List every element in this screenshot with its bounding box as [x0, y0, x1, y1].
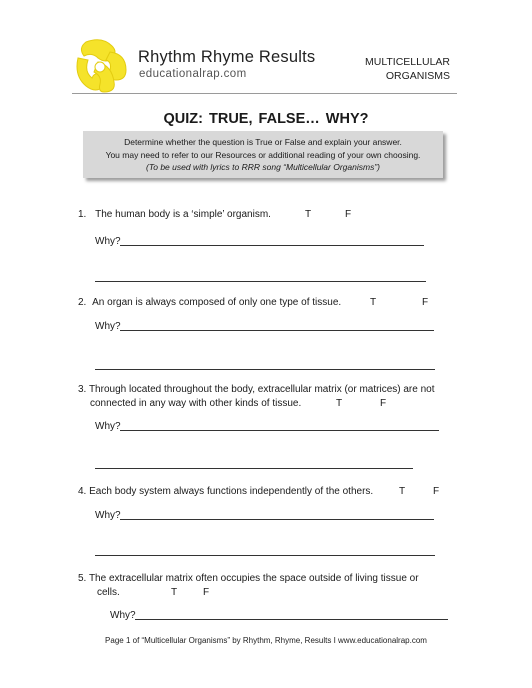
question-number: 5.	[78, 573, 87, 584]
why-label: Why?	[95, 321, 121, 332]
question-number: 2.	[78, 297, 87, 308]
topic-line-2: ORGANISMS	[385, 70, 450, 82]
answer-line[interactable]	[120, 245, 424, 246]
true-option[interactable]: T	[305, 209, 312, 220]
false-option[interactable]: F	[380, 398, 387, 409]
true-option[interactable]: T	[370, 297, 377, 308]
instructions-box	[83, 131, 443, 178]
why-label: Why?	[95, 510, 121, 521]
answer-line[interactable]	[95, 369, 435, 370]
question-number: 4.	[78, 486, 87, 497]
why-label: Why?	[110, 610, 136, 621]
why-label: Why?	[95, 236, 121, 247]
answer-line[interactable]	[120, 430, 439, 431]
question-text: An organ is always composed of only one type of tissue.	[92, 297, 342, 308]
instructions-line-3: (To be used with lyrics to RRR song “Multicellular Organisms”)	[146, 162, 380, 172]
instructions-line-2: You may need to refer to our Resources or additional reading of your own choosing.	[105, 149, 421, 160]
page-title: QUIZ: TRUE, FALSE… WHY?	[163, 111, 369, 127]
page-footer: Page 1 of “Multicellular Organisms” by Rhythm, Rhyme, Results I www.educationalrap.com	[105, 636, 427, 645]
topic-line-1: MULTICELLULAR	[365, 56, 450, 68]
logo-icon	[72, 38, 130, 94]
why-label: Why?	[95, 421, 121, 432]
question-3-continued: connected in any way with other kinds of tissue.	[90, 398, 302, 409]
question-text: Each body system always functions independently of the others.	[89, 486, 374, 497]
question-3	[78, 382, 435, 397]
false-option[interactable]: F	[203, 587, 210, 598]
answer-line[interactable]	[95, 468, 413, 469]
false-option[interactable]: F	[345, 209, 352, 220]
question-text: Through located throughout the body, extracellular matrix (or matrices) are not	[88, 384, 435, 395]
site-name: educationalrap.com	[139, 68, 247, 80]
question-5	[78, 571, 419, 586]
header-divider	[72, 93, 457, 94]
answer-line[interactable]	[95, 281, 426, 282]
answer-line[interactable]	[95, 555, 435, 556]
question-text: The extracellular matrix often occupies the space outside of living tissue or	[88, 573, 419, 584]
true-option[interactable]: T	[399, 486, 406, 497]
true-option[interactable]: T	[171, 587, 178, 598]
brand-name: Rhythm Rhyme Results	[138, 48, 316, 66]
instructions-line-1: Determine whether the question is True or False and explain your answer.	[124, 137, 402, 147]
answer-line[interactable]	[135, 619, 448, 620]
false-option[interactable]: F	[433, 486, 440, 497]
question-number: 3.	[78, 384, 87, 395]
answer-line[interactable]	[120, 519, 434, 520]
true-option[interactable]: T	[336, 398, 343, 409]
question-2	[78, 295, 341, 310]
false-option[interactable]: F	[422, 297, 429, 308]
question-number: 1.	[78, 209, 87, 220]
answer-line[interactable]	[120, 330, 434, 331]
question-text: The human body is a ‘simple’ organism.	[95, 209, 271, 220]
question-5-continued: cells.	[97, 587, 120, 598]
question-4	[78, 484, 373, 499]
topic-label	[365, 55, 450, 83]
question-1	[78, 207, 271, 222]
